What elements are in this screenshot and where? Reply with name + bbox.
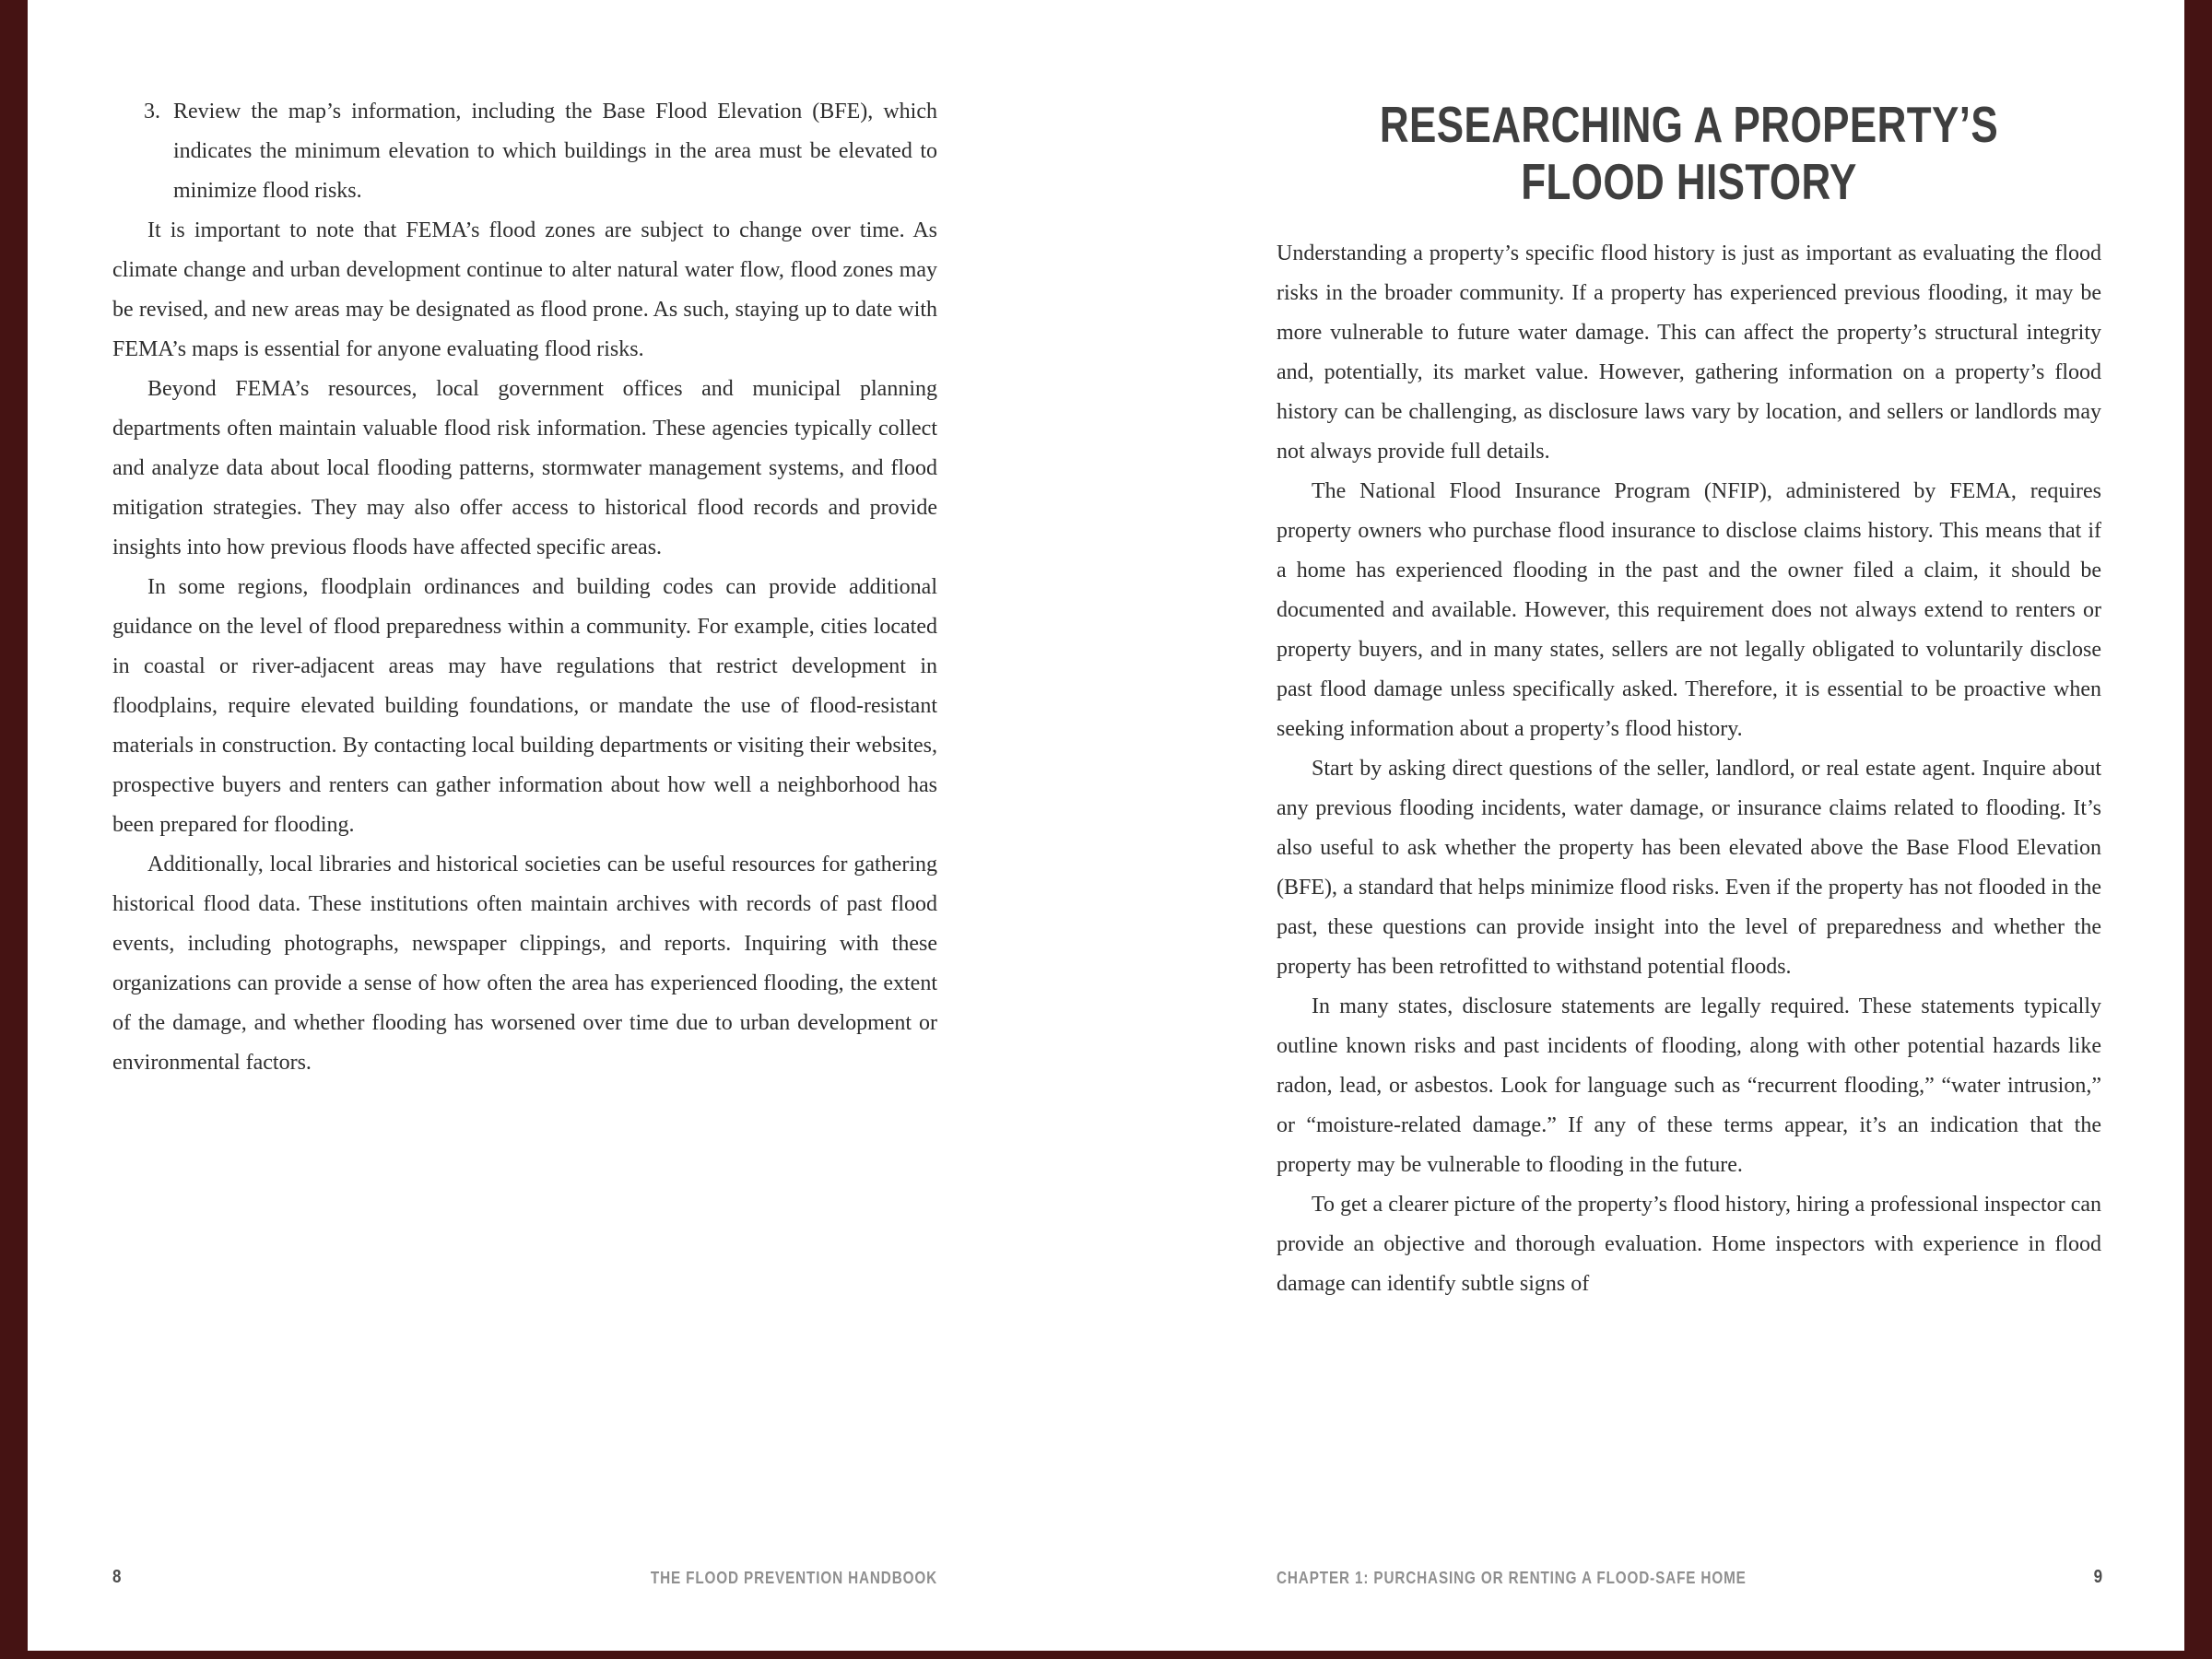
paragraph-ask-questions: Start by asking direct questions of the seller, landlord, or real estate agent. Inquire about any previous flooding incidents, water damage, or insurance claims related to flooding. It’s also useful to ask whether the property has been elevated above the Base Flood Elevation (BFE), a standard that helps minimize flood risks. Even if the property has not flooded in the past, these questions can provide insight into the level of preparedness and whether the property has been retrofitted to withstand potential floods. bbox=[1277, 757, 2101, 979]
section-heading bbox=[1359, 96, 2019, 210]
section-heading-line1: RESEARCHING A PROPERTY’S bbox=[1379, 96, 1999, 153]
paragraph-local-government: Beyond FEMA’s resources, local government offices and municipal planning departments often maintain valuable flood risk information. These agencies typically collect and analyze data about local flooding patterns, stormwater management systems, and flood mitigation strategies. They may also offer access to historical flood records and provide insights into how previous floods have affected specific areas. bbox=[112, 377, 937, 559]
chapter-title-running-footer: CHAPTER 1: PURCHASING OR RENTING A FLOOD-SAFE HOME bbox=[1277, 1569, 1747, 1587]
paragraph-fema-zones: It is important to note that FEMA’s flood zones are subject to change over time. As climate change and urban development continue to alter natural water flow, flood zones may be revised, and new areas may be designated as flood prone. As such, staying up to date with FEMA’s maps is essential for anyone evaluating flood risks. bbox=[112, 218, 937, 361]
right-page-number: 9 bbox=[2093, 1567, 2102, 1587]
book-title-running-footer: THE FLOOD PREVENTION HANDBOOK bbox=[650, 1569, 937, 1587]
list-item-text: Review the map’s information, including the Base Flood Elevation (BFE), which indicates the minimum elevation to which buildings in the area must be elevated to minimize flood risks. bbox=[173, 100, 937, 203]
list-item-number: 3. bbox=[144, 100, 160, 124]
section-heading-line2: FLOOD HISTORY bbox=[1521, 153, 1857, 210]
left-cover-edge bbox=[0, 0, 28, 1659]
paragraph-nfip: The National Flood Insurance Program (NFIP), administered by FEMA, requires property owners who purchase flood insurance to disclose claims history. This means that if a home has experienced flooding in the past and the owner filed a claim, it should be documented and available. However, this requirement does not always extend to renters or property buyers, and in many states, sellers are not legally obligated to voluntarily disclose past flood damage unless specifically asked. Therefore, it is essential to be proactive when seeking information about a property’s flood history. bbox=[1277, 479, 2101, 741]
paragraph-professional-inspector: To get a clearer picture of the property’s flood history, hiring a professional inspector can provide an objective and thorough evaluation. Home inspectors with experience in flood damage can identify subtle signs of bbox=[1277, 1193, 2101, 1296]
right-cover-edge bbox=[2184, 0, 2212, 1659]
paragraph-libraries: Additionally, local libraries and historical societies can be useful resources for gathering historical flood data. These institutions often maintain archives with records of past flood events, including photographs, newspaper clippings, and reports. Inquiring with these organizations can provide a sense of how often the area has experienced flooding, the extent of the damage, and whether flooding has worsened over time due to urban development or environmental factors. bbox=[112, 853, 937, 1075]
numbered-list-item bbox=[112, 92, 937, 211]
right-text-column bbox=[1277, 234, 2101, 1304]
left-page-number: 8 bbox=[112, 1567, 122, 1587]
paragraph-understanding-history: Understanding a property’s specific flood history is just as important as evaluating the flood risks in the broader community. If a property has experienced previous flooding, it may be more vulnerable to future water damage. This can affect the property’s structural integrity and, potentially, its market value. However, gathering information on a property’s flood history can be challenging, as disclosure laws vary by location, and sellers or landlords may not always provide full details. bbox=[1277, 241, 2101, 464]
left-text-column bbox=[112, 92, 937, 1083]
paragraph-disclosure-statements: In many states, disclosure statements are legally required. These statements typically outline known risks and past incidents of flooding, along with other potential hazards like radon, lead, or asbestos. Look for language such as “recurrent flooding,” “water intrusion,” or “moisture-related damage.” If any of these terms appear, it’s an indication that the property may be vulnerable to flooding in the future. bbox=[1277, 994, 2101, 1177]
paragraph-floodplain-ordinances: In some regions, floodplain ordinances and building codes can provide additional guidance on the level of flood preparedness within a community. For example, cities located in coastal or river-adjacent areas may have regulations that restrict development in floodplains, require elevated building foundations, or mandate the use of flood-resistant materials in construction. By contacting local building departments or visiting their websites, prospective buyers and renters can gather information about how well a neighborhood has been prepared for flooding. bbox=[112, 575, 937, 837]
bottom-cover-edge bbox=[0, 1651, 2212, 1659]
